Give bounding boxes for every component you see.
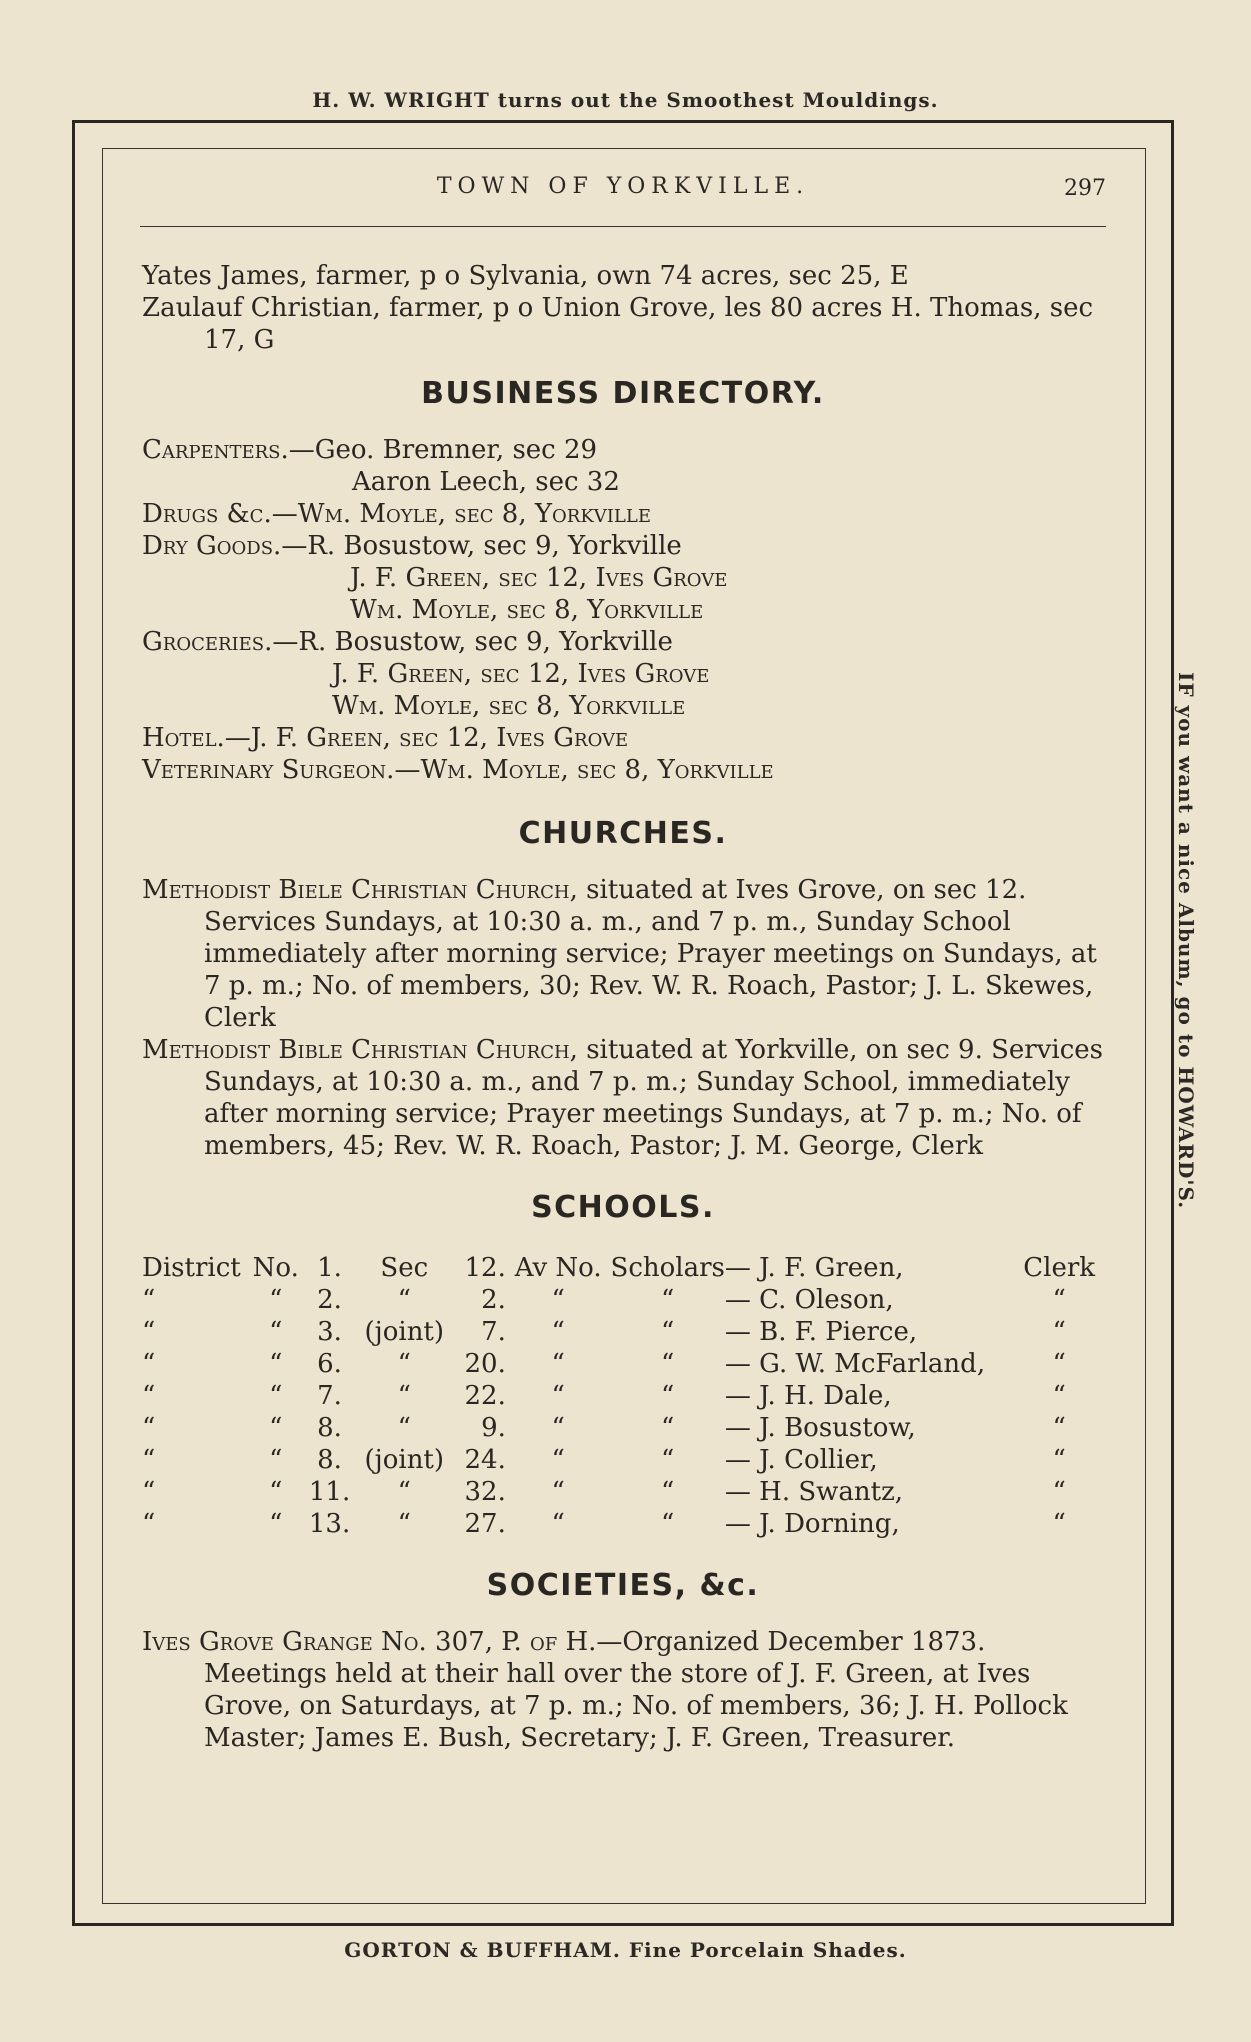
school-cell: “	[661, 1477, 675, 1507]
school-cell: “	[142, 1317, 156, 1347]
school-cell: “	[661, 1381, 675, 1411]
school-cell: “	[142, 1285, 156, 1315]
directory-category: Veterinary Surgeon.	[142, 755, 395, 785]
school-cell: — G. W. McFarland,	[724, 1349, 986, 1379]
school-cell: 1.	[317, 1253, 342, 1283]
church-entry	[142, 1034, 1104, 1162]
school-cell: “	[1052, 1381, 1066, 1411]
school-cell: 3.	[317, 1317, 342, 1347]
school-cell: 22.	[464, 1381, 506, 1411]
school-cell: “	[269, 1445, 283, 1475]
school-cell: “	[551, 1509, 565, 1539]
directory-text: —Wm. Moyle, sec 8, Yorkville	[394, 755, 774, 785]
school-cell: “	[397, 1509, 411, 1539]
school-cell: “	[661, 1317, 675, 1347]
school-cell: “	[397, 1477, 411, 1507]
school-cell: “	[661, 1509, 675, 1539]
school-cell: — J. Collier,	[724, 1445, 878, 1475]
directory-category: Drugs &c.	[142, 499, 272, 529]
header-rule	[140, 226, 1106, 227]
schools-title: SCHOOLS.	[531, 1190, 715, 1225]
bottom-advertisement: GORTON & BUFFHAM. Fine Porcelain Shades.	[344, 1938, 907, 1962]
school-cell: “	[551, 1285, 565, 1315]
societies-title: SOCIETIES, &c.	[486, 1568, 760, 1603]
school-cell: 6.	[317, 1349, 342, 1379]
school-cell: “	[142, 1349, 156, 1379]
school-cell: “	[1052, 1413, 1066, 1443]
church-details: situated at Ives Grove, on sec 12. Services Sundays, at 10:30 a. m., and 7 p. m., Sunday School immediately after morning service; Prayer meetings on Sundays, at 7 p. m.; No. of members, 30; Rev. W. R. Roach, Pastor; J. L. Skewes, Clerk	[204, 875, 1097, 1033]
school-cell: 32.	[464, 1477, 506, 1507]
school-cell: — H. Swantz,	[724, 1477, 904, 1507]
school-cell: “	[1052, 1509, 1066, 1539]
school-cell: 7.	[317, 1381, 342, 1411]
school-cell: 12.	[464, 1253, 506, 1283]
directory-line	[142, 434, 1104, 466]
school-cell: “	[269, 1349, 283, 1379]
directory-line	[142, 690, 1104, 722]
school-row	[142, 1508, 1104, 1540]
school-cell: 8.	[317, 1445, 342, 1475]
school-cell: District	[142, 1253, 241, 1283]
directory-line	[142, 626, 1104, 658]
directory-text: —Geo. Bremner, sec 29	[288, 435, 598, 465]
directory-line	[142, 466, 1104, 498]
resident-entry: Zaulauf Christian, farmer, p o Union Grove, les 80 acres H. Thomas, sec 17, G	[142, 293, 1094, 355]
school-cell: “	[551, 1477, 565, 1507]
school-cell: 9.	[481, 1413, 506, 1443]
directory-text: J. F. Green, sec 12, Ives Grove	[350, 563, 728, 593]
school-row	[142, 1476, 1104, 1508]
business-directory-list	[142, 434, 1104, 786]
school-cell: “	[269, 1509, 283, 1539]
churches-title: CHURCHES.	[518, 816, 728, 851]
directory-text: —Wm. Moyle, sec 8, Yorkville	[271, 499, 651, 529]
school-cell: “	[1052, 1285, 1066, 1315]
school-cell: No.	[252, 1253, 299, 1283]
directory-line	[142, 658, 1104, 690]
school-cell: “	[1052, 1317, 1066, 1347]
school-cell: “	[397, 1381, 411, 1411]
directory-line	[142, 754, 1104, 786]
page-content	[142, 260, 1104, 1754]
directory-text: —J. F. Green, sec 12, Ives Grove	[224, 723, 629, 753]
school-cell: “	[551, 1349, 565, 1379]
school-cell: “	[661, 1445, 675, 1475]
directory-line	[142, 498, 1104, 530]
school-cell: “	[661, 1349, 675, 1379]
school-cell: “	[1052, 1445, 1066, 1475]
school-cell: — J. Bosustow,	[724, 1413, 916, 1443]
directory-text: Wm. Moyle, sec 8, Yorkville	[350, 595, 704, 625]
society-details: —Organized December 1873. Meetings held at their hall over the store of J. F. Green, at Ives Grove, on Saturdays, at 7 p. m.; No. of members, 36; J. H. Pollock Master; James E. Bush, Secretary; J. F. Green, Treasurer.	[204, 1627, 1068, 1753]
top-advertisement: H. W. WRIGHT turns out the Smoothest Mouldings.	[312, 88, 939, 112]
school-cell: — J. F. Green,	[724, 1253, 904, 1283]
school-cell: “	[661, 1285, 675, 1315]
school-cell: “	[397, 1349, 411, 1379]
school-row	[142, 1252, 1104, 1284]
school-cell: “	[1052, 1477, 1066, 1507]
school-cell: “	[551, 1381, 565, 1411]
school-cell: “	[269, 1477, 283, 1507]
school-cell: “	[269, 1285, 283, 1315]
school-cell: 2.	[481, 1285, 506, 1315]
school-row	[142, 1284, 1104, 1316]
school-cell: “	[269, 1381, 283, 1411]
school-cell: 2.	[317, 1285, 342, 1315]
school-cell: “	[1052, 1349, 1066, 1379]
school-cell: 8.	[317, 1413, 342, 1443]
schools-table	[142, 1252, 1104, 1540]
church-entry	[142, 874, 1104, 1034]
school-row	[142, 1444, 1104, 1476]
page-number: 297	[1064, 176, 1106, 201]
school-cell: “	[269, 1413, 283, 1443]
running-title: TOWN OF YORKVILLE.	[436, 174, 810, 199]
society-name: Ives Grove Grange No. 307, P. of H.	[142, 1627, 597, 1657]
directory-category: Groceries.	[142, 627, 273, 657]
school-row	[142, 1380, 1104, 1412]
school-cell: “	[551, 1445, 565, 1475]
business-directory-title: BUSINESS DIRECTORY.	[421, 376, 825, 411]
school-cell: 20.	[464, 1349, 506, 1379]
directory-text: —R. Bosustow, sec 9, Yorkville	[281, 531, 682, 561]
school-cell: Av No.	[514, 1253, 602, 1283]
directory-category: Hotel.	[142, 723, 225, 753]
society-entry	[142, 1626, 1104, 1754]
school-cell: “	[397, 1413, 411, 1443]
school-cell: — J. Dorning,	[724, 1509, 900, 1539]
church-details: situated at Yorkville, on sec 9. Services Sundays, at 10:30 a. m., and 7 p. m.; Sunday School, immediately after morning service; Prayer meetings Sundays, at 7 p. m.; No. of members, 45; Rev. W. R. Roach, Pastor; J. M. George, Clerk	[204, 1035, 1104, 1161]
school-cell: “	[142, 1509, 156, 1539]
school-cell: “	[397, 1285, 411, 1315]
school-cell: 13.	[308, 1509, 351, 1539]
directory-text: J. F. Green, sec 12, Ives Grove	[332, 659, 710, 689]
resident-entry: Yates James, farmer, p o Sylvania, own 74 acres, sec 25, E	[142, 261, 909, 291]
school-cell: — J. H. Dale,	[724, 1381, 892, 1411]
school-cell: — B. F. Pierce,	[724, 1317, 918, 1347]
directory-line	[142, 562, 1104, 594]
school-cell: “	[142, 1477, 156, 1507]
school-cell: 27.	[464, 1509, 506, 1539]
school-cell: — C. Oleson,	[724, 1285, 894, 1315]
school-cell: Clerk	[1023, 1253, 1096, 1283]
school-cell: (joint)	[364, 1445, 445, 1475]
directory-text: —R. Bosustow, sec 9, Yorkville	[272, 627, 673, 657]
school-row	[142, 1348, 1104, 1380]
school-cell: “	[661, 1413, 675, 1443]
school-cell: “	[269, 1317, 283, 1347]
school-cell: 7.	[481, 1317, 506, 1347]
school-cell: “	[142, 1413, 156, 1443]
directory-category: Carpenters.	[142, 435, 289, 465]
side-advertisement-text: IF you want a nice Album, go to HOWARD'S.	[1174, 672, 1198, 1210]
school-cell: 11.	[308, 1477, 351, 1507]
directory-line	[142, 722, 1104, 754]
school-cell: “	[551, 1317, 565, 1347]
school-row	[142, 1412, 1104, 1444]
school-row	[142, 1316, 1104, 1348]
school-cell: Sec	[380, 1253, 429, 1283]
school-cell: Scholars	[610, 1253, 725, 1283]
directory-line	[142, 530, 1104, 562]
church-name: Methodist Biele Christian Church,	[142, 875, 578, 905]
directory-line	[142, 594, 1104, 626]
school-cell: “	[142, 1381, 156, 1411]
school-cell: “	[551, 1413, 565, 1443]
directory-category: Dry Goods.	[142, 531, 282, 561]
church-name: Methodist Bible Christian Church,	[142, 1035, 578, 1065]
page-header	[140, 172, 1106, 216]
school-cell: “	[142, 1445, 156, 1475]
directory-text: Aaron Leech, sec 32	[352, 467, 620, 497]
school-cell: 24.	[464, 1445, 506, 1475]
school-cell: (joint)	[364, 1317, 445, 1347]
directory-text: Wm. Moyle, sec 8, Yorkville	[332, 691, 686, 721]
